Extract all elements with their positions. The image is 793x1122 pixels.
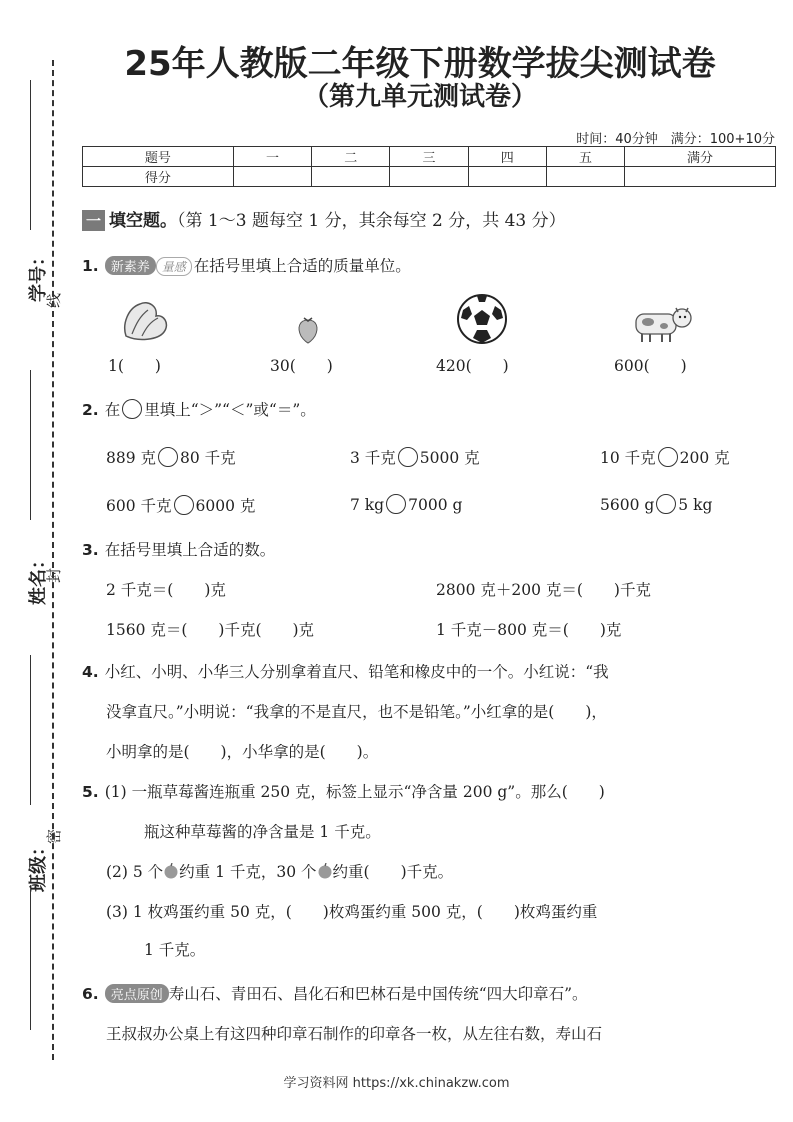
q2-right: 5000 克 [419,449,480,467]
banji-label: 班级： [28,838,49,892]
q6-line-2: 王叔叔办公桌上有这四种印章石制作的印章各一枚，从左往右数，寿山石 [106,1025,603,1043]
q1-item-4[interactable]: 600( ) [614,357,687,375]
score-header-cell: 一 [233,147,311,167]
score-header-cell: 二 [312,147,390,167]
strawberry-icon [295,314,321,344]
question-number: 6. [82,985,99,1003]
cow-icon [630,300,694,346]
q3-item-b[interactable]: 2800 克＋200 克＝( )千克 [436,581,651,599]
section-badge: 一 [82,210,105,231]
question-text: 在括号里填上合适的质量单位。 [193,257,411,275]
question-number: 2. [82,401,99,419]
q2-right: 200 克 [679,449,730,467]
q2-left: 3 千克 [350,449,396,467]
page-title: 25年人教版二年级下册数学拔尖测试卷 [124,44,716,84]
question-text: 小红、小明、小华三人分别拿着直尺、铅笔和橡皮中的一个。小红说：“我 [104,663,609,681]
page-subtitle: （第九单元测试卷） [302,82,537,112]
score-input-cell[interactable] [625,167,776,187]
compare-circle-icon [122,399,142,419]
q3-item-d[interactable]: 1 千克－800 克＝( )克 [436,621,622,639]
answer-circle[interactable] [658,447,678,467]
cabbage-icon [118,296,174,342]
question-6 [82,982,588,1004]
question-number: 5. [82,783,99,801]
tag-badge: 新素养 [105,256,156,275]
question-number: 4. [82,663,99,681]
score-value-row [83,167,776,187]
dashed-cut-line [52,60,54,1060]
soccer-ball-icon [455,292,509,346]
score-header-cell: 题号 [83,147,234,167]
xuehao-label: 学号： [28,248,49,302]
answer-circle[interactable] [174,495,194,515]
xian-char: 线 [45,292,64,309]
answer-circle[interactable] [386,494,406,514]
q2-right: 5 kg [678,496,713,514]
binding-line-bottom [30,655,31,805]
q5-p2 [106,860,453,882]
q2-item [106,446,236,468]
score-input-cell[interactable] [390,167,468,187]
binding-line-top [30,80,31,230]
score-header-row [83,147,776,167]
question-1 [82,254,411,276]
question-text: 在 [104,401,121,419]
apple-icon [317,863,333,879]
question-4 [82,660,609,682]
q5-p3-line-1[interactable]: (3) 1 枚鸡蛋约重 50 克，( )枚鸡蛋约重 500 克，( )枚鸡蛋约重 [106,903,598,921]
score-header-cell: 三 [390,147,468,167]
q2-right: 6000 克 [195,497,256,515]
feng-char: 封 [45,567,64,584]
question-text: 在括号里填上合适的数。 [104,541,276,559]
score-input-cell[interactable] [546,167,624,187]
q2-left: 5600 g [600,496,655,514]
q1-item-2[interactable]: 30( ) [270,357,333,375]
answer-circle[interactable] [398,447,418,467]
binding-line-end [30,890,31,1030]
score-input-cell[interactable] [233,167,311,187]
score-header-cell: 四 [468,147,546,167]
question-text[interactable]: (1) 一瓶草莓酱连瓶重 250 克，标签上显示“净含量 200 g”。那么( ) [104,783,605,801]
question-5 [82,780,605,802]
q2-item [600,494,712,514]
q2-right: 80 千克 [180,449,236,467]
q2-left: 600 千克 [106,497,172,515]
tag-badge: 亮点原创 [105,984,169,1003]
score-header-cell: 满分 [625,147,776,167]
q2-item [600,446,730,468]
exam-meta: 时间：40分钟 满分：100+10分 [576,132,775,147]
q5-p2-text[interactable]: 约重( )千克。 [332,863,454,881]
tag-sub-badge: 量感 [156,257,192,276]
binding-line-mid [30,370,31,520]
score-table [82,146,776,187]
q2-item [106,494,255,516]
q3-item-c[interactable]: 1560 克＝( )千克( )克 [106,621,315,639]
q4-line-3[interactable]: 小明拿的是( )，小华拿的是( )。 [106,743,379,761]
question-3 [82,538,275,560]
mi-char: 密 [45,828,64,845]
section-note: （第 1～3 题每空 1 分，其余每空 2 分，共 43 分） [177,211,566,231]
question-number: 3. [82,541,99,559]
footer-watermark: 学习资料网 https://xk.chinakzw.com [283,1076,510,1091]
answer-circle[interactable] [158,447,178,467]
q5-p1-line-2: 瓶这种草莓酱的净含量是 1 千克。 [144,823,381,841]
q2-item [350,446,480,468]
xingming-label: 姓名： [28,551,49,605]
q2-left: 7 kg [350,496,385,514]
question-number: 1. [82,257,99,275]
section-title: 填空题。 [109,211,178,231]
q5-p3-line-2: 1 千克。 [144,941,206,959]
q2-item [350,494,462,514]
question-text: 寿山石、青田石、昌化石和巴林石是中国传统“四大印章石”。 [168,985,588,1003]
q2-right: 7000 g [408,496,463,514]
score-header-cell: 五 [546,147,624,167]
score-input-cell[interactable] [468,167,546,187]
q1-item-3[interactable]: 420( ) [436,357,509,375]
question-2 [82,398,316,420]
q2-left: 889 克 [106,449,157,467]
score-input-cell[interactable] [312,167,390,187]
question-text: 里填上“＞”“＜”或“＝”。 [144,401,316,419]
section-heading [82,206,566,231]
q3-item-a[interactable]: 2 千克＝( )克 [106,581,226,599]
q5-p2-text: (2) 5 个 [106,863,164,881]
q4-line-2[interactable]: 没拿直尺。”小明说：“我拿的不是直尺，也不是铅笔。”小红拿的是( )， [106,703,607,721]
q1-item-1[interactable]: 1( ) [108,357,161,375]
score-label-cell: 得分 [83,167,234,187]
answer-circle[interactable] [656,494,676,514]
q5-p2-text: 约重 1 千克，30 个 [179,863,317,881]
apple-icon [163,863,179,879]
q2-left: 10 千克 [600,449,656,467]
